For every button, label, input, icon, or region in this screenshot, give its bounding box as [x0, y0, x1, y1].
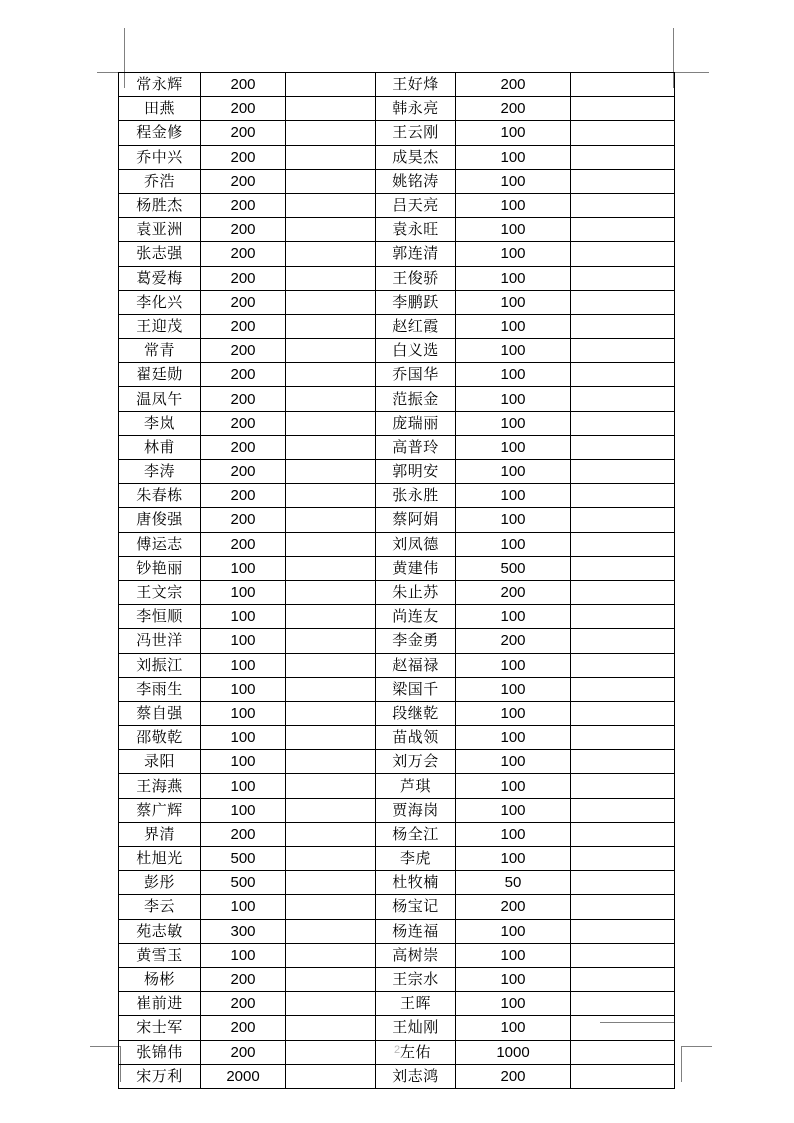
donor-note-left [286, 121, 376, 145]
donor-amount-right: 200 [456, 73, 571, 97]
donor-note-left [286, 460, 376, 484]
donor-amount-left: 200 [201, 484, 286, 508]
donor-note-left [286, 411, 376, 435]
donor-name-right: 王云刚 [376, 121, 456, 145]
donor-amount-left: 500 [201, 871, 286, 895]
donor-amount-left: 100 [201, 943, 286, 967]
donor-note-left [286, 629, 376, 653]
donor-name-right: 刘凤德 [376, 532, 456, 556]
table-row [119, 677, 675, 701]
donor-amount-right: 100 [456, 218, 571, 242]
donor-amount-left: 100 [201, 580, 286, 604]
donor-name-right: 段继乾 [376, 701, 456, 725]
donor-amount-left: 500 [201, 847, 286, 871]
donor-note-right [571, 73, 675, 97]
donor-name-left: 常青 [119, 339, 201, 363]
donor-note-right [571, 605, 675, 629]
donor-amount-right: 100 [456, 242, 571, 266]
donor-name-right: 刘万会 [376, 750, 456, 774]
donor-name-right: 王灿刚 [376, 1016, 456, 1040]
table-row [119, 822, 675, 846]
donor-name-right: 姚铭涛 [376, 169, 456, 193]
table-row [119, 653, 675, 677]
donor-name-left: 杜旭光 [119, 847, 201, 871]
donor-note-left [286, 242, 376, 266]
donor-note-left [286, 290, 376, 314]
donor-note-left [286, 919, 376, 943]
donor-table [118, 72, 675, 1089]
donor-note-right [571, 145, 675, 169]
donor-name-left: 黄雪玉 [119, 943, 201, 967]
donor-name-left: 杨彬 [119, 967, 201, 991]
donor-name-right: 芦琪 [376, 774, 456, 798]
donor-note-right [571, 97, 675, 121]
table-row [119, 339, 675, 363]
donor-name-left: 朱春栋 [119, 484, 201, 508]
donor-note-left [286, 822, 376, 846]
donor-note-left [286, 435, 376, 459]
donor-amount-left: 100 [201, 556, 286, 580]
donor-amount-right: 100 [456, 266, 571, 290]
donor-name-right: 李金勇 [376, 629, 456, 653]
donor-note-right [571, 895, 675, 919]
donor-name-left: 葛爱梅 [119, 266, 201, 290]
donor-name-left: 温凤午 [119, 387, 201, 411]
donor-name-right: 左佑 [376, 1040, 456, 1064]
donor-name-right: 张永胜 [376, 484, 456, 508]
donor-amount-right: 200 [456, 629, 571, 653]
donor-name-left: 邵敬乾 [119, 726, 201, 750]
donor-note-right [571, 532, 675, 556]
donor-note-right [571, 484, 675, 508]
donor-amount-right: 200 [456, 895, 571, 919]
donor-note-left [286, 580, 376, 604]
donor-amount-left: 200 [201, 508, 286, 532]
donor-amount-left: 200 [201, 435, 286, 459]
donor-name-left: 李雨生 [119, 677, 201, 701]
donor-note-left [286, 97, 376, 121]
donor-amount-right: 100 [456, 121, 571, 145]
donor-note-right [571, 750, 675, 774]
donor-note-left [286, 218, 376, 242]
donor-note-right [571, 701, 675, 725]
donor-name-left: 杨胜杰 [119, 193, 201, 217]
donor-name-left: 王文宗 [119, 580, 201, 604]
donor-amount-right: 100 [456, 701, 571, 725]
donor-amount-right: 100 [456, 919, 571, 943]
table-row [119, 774, 675, 798]
donor-amount-left: 100 [201, 677, 286, 701]
donor-note-left [286, 653, 376, 677]
donor-note-left [286, 532, 376, 556]
donor-note-left [286, 314, 376, 338]
donor-note-right [571, 193, 675, 217]
donor-amount-right: 1000 [456, 1040, 571, 1064]
donor-name-right: 尚连友 [376, 605, 456, 629]
donor-note-left [286, 895, 376, 919]
donor-note-right [571, 556, 675, 580]
donor-amount-right: 100 [456, 314, 571, 338]
donor-name-left: 李涛 [119, 460, 201, 484]
donor-amount-right: 100 [456, 774, 571, 798]
donor-note-left [286, 339, 376, 363]
donor-name-left: 翟廷勋 [119, 363, 201, 387]
table-row [119, 919, 675, 943]
donor-amount-right: 100 [456, 508, 571, 532]
donor-name-right: 韩永亮 [376, 97, 456, 121]
donor-name-right: 黄建伟 [376, 556, 456, 580]
donor-name-right: 蔡阿娟 [376, 508, 456, 532]
donor-amount-left: 100 [201, 629, 286, 653]
donor-amount-left: 100 [201, 726, 286, 750]
donor-note-left [286, 774, 376, 798]
donor-name-right: 梁国千 [376, 677, 456, 701]
donor-name-right: 范振金 [376, 387, 456, 411]
table-row [119, 1064, 675, 1088]
donor-note-right [571, 871, 675, 895]
table-row [119, 605, 675, 629]
donor-amount-left: 200 [201, 1040, 286, 1064]
donor-amount-right: 100 [456, 484, 571, 508]
donor-amount-left: 200 [201, 169, 286, 193]
donor-name-left: 崔前进 [119, 992, 201, 1016]
donor-name-left: 彭彤 [119, 871, 201, 895]
donor-note-left [286, 73, 376, 97]
table-row [119, 629, 675, 653]
donor-name-right: 吕天亮 [376, 193, 456, 217]
donor-amount-left: 200 [201, 1016, 286, 1040]
donor-note-right [571, 992, 675, 1016]
donor-note-right [571, 726, 675, 750]
donor-amount-right: 100 [456, 1016, 571, 1040]
donor-amount-right: 100 [456, 169, 571, 193]
page-number: 2 [393, 1044, 401, 1056]
donor-note-right [571, 460, 675, 484]
donor-amount-left: 200 [201, 992, 286, 1016]
donor-note-right [571, 919, 675, 943]
table-row [119, 411, 675, 435]
donor-note-right [571, 847, 675, 871]
donor-amount-right: 100 [456, 798, 571, 822]
donor-note-right [571, 411, 675, 435]
donor-amount-right: 100 [456, 193, 571, 217]
donor-amount-left: 200 [201, 967, 286, 991]
donor-amount-left: 100 [201, 750, 286, 774]
table-row [119, 387, 675, 411]
donor-name-right: 袁永旺 [376, 218, 456, 242]
donor-name-right: 白义选 [376, 339, 456, 363]
donor-name-right: 赵红霞 [376, 314, 456, 338]
donor-amount-right: 200 [456, 580, 571, 604]
donor-amount-left: 200 [201, 121, 286, 145]
donor-note-left [286, 556, 376, 580]
donor-amount-left: 100 [201, 701, 286, 725]
donor-amount-left: 200 [201, 532, 286, 556]
donor-note-left [286, 992, 376, 1016]
donor-name-left: 程金修 [119, 121, 201, 145]
donor-name-right: 王晖 [376, 992, 456, 1016]
table-row [119, 314, 675, 338]
donor-amount-right: 50 [456, 871, 571, 895]
donor-note-left [286, 363, 376, 387]
donor-amount-left: 200 [201, 339, 286, 363]
table-row [119, 992, 675, 1016]
donor-amount-left: 200 [201, 822, 286, 846]
donor-name-left: 乔浩 [119, 169, 201, 193]
table-row [119, 798, 675, 822]
donor-amount-right: 100 [456, 677, 571, 701]
donor-note-left [286, 871, 376, 895]
table-row [119, 726, 675, 750]
donor-note-right [571, 580, 675, 604]
table-row [119, 871, 675, 895]
donor-name-right: 赵福禄 [376, 653, 456, 677]
donor-note-left [286, 605, 376, 629]
donor-amount-left: 200 [201, 218, 286, 242]
donor-name-left: 李岚 [119, 411, 201, 435]
donor-name-right: 郭连清 [376, 242, 456, 266]
donor-amount-right: 100 [456, 822, 571, 846]
donor-note-left [286, 967, 376, 991]
donor-name-left: 苑志敏 [119, 919, 201, 943]
donor-amount-left: 100 [201, 653, 286, 677]
donor-note-left [286, 1016, 376, 1040]
donor-note-right [571, 435, 675, 459]
donor-note-right [571, 943, 675, 967]
donor-note-right [571, 967, 675, 991]
donor-note-right [571, 798, 675, 822]
donor-amount-left: 200 [201, 242, 286, 266]
donor-amount-right: 100 [456, 653, 571, 677]
donor-name-right: 王宗水 [376, 967, 456, 991]
donor-name-right: 乔国华 [376, 363, 456, 387]
donor-note-left [286, 484, 376, 508]
table-row [119, 435, 675, 459]
donor-name-right: 杨连福 [376, 919, 456, 943]
donor-amount-right: 100 [456, 605, 571, 629]
donor-name-right: 刘志鸿 [376, 1064, 456, 1088]
donor-name-right: 高普玲 [376, 435, 456, 459]
donor-name-right: 王好烽 [376, 73, 456, 97]
table-row [119, 1016, 675, 1040]
donor-name-left: 袁亚洲 [119, 218, 201, 242]
donor-amount-right: 100 [456, 363, 571, 387]
donor-amount-left: 200 [201, 97, 286, 121]
donor-name-left: 蔡广辉 [119, 798, 201, 822]
donor-name-left: 李云 [119, 895, 201, 919]
donor-note-right [571, 290, 675, 314]
donor-name-left: 张锦伟 [119, 1040, 201, 1064]
donor-amount-right: 100 [456, 847, 571, 871]
table-row [119, 508, 675, 532]
table-row [119, 701, 675, 725]
table-row [119, 145, 675, 169]
donor-name-right: 李鹏跃 [376, 290, 456, 314]
donor-name-right: 贾海岗 [376, 798, 456, 822]
donor-amount-right: 100 [456, 967, 571, 991]
donor-amount-right: 100 [456, 992, 571, 1016]
donor-amount-left: 100 [201, 798, 286, 822]
donor-amount-left: 200 [201, 145, 286, 169]
table-row [119, 847, 675, 871]
donor-note-left [286, 943, 376, 967]
donor-name-left: 李恒顺 [119, 605, 201, 629]
donor-note-right [571, 1064, 675, 1088]
donor-table-container [118, 72, 674, 1089]
donor-name-right: 庞瑞丽 [376, 411, 456, 435]
donor-note-left [286, 387, 376, 411]
donor-amount-left: 100 [201, 774, 286, 798]
donor-name-left: 宋士军 [119, 1016, 201, 1040]
donor-name-left: 李化兴 [119, 290, 201, 314]
donor-note-right [571, 629, 675, 653]
donor-name-right: 李虎 [376, 847, 456, 871]
donor-name-right: 杨全江 [376, 822, 456, 846]
donor-note-right [571, 387, 675, 411]
donor-name-right: 朱止苏 [376, 580, 456, 604]
donor-amount-right: 100 [456, 339, 571, 363]
table-row [119, 290, 675, 314]
donor-note-left [286, 701, 376, 725]
donor-name-left: 傅运志 [119, 532, 201, 556]
donor-amount-right: 100 [456, 750, 571, 774]
donor-note-right [571, 363, 675, 387]
donor-amount-left: 100 [201, 895, 286, 919]
donor-name-left: 蔡自强 [119, 701, 201, 725]
table-row [119, 121, 675, 145]
donor-name-left: 界清 [119, 822, 201, 846]
donor-name-right: 杨宝记 [376, 895, 456, 919]
donor-name-left: 张志强 [119, 242, 201, 266]
donor-amount-right: 100 [456, 145, 571, 169]
donor-amount-left: 200 [201, 314, 286, 338]
donor-note-left [286, 1064, 376, 1088]
table-row [119, 484, 675, 508]
table-row [119, 580, 675, 604]
donor-note-right [571, 266, 675, 290]
donor-note-right [571, 218, 675, 242]
table-row [119, 97, 675, 121]
donor-name-right: 杜牧楠 [376, 871, 456, 895]
donor-table-body [119, 73, 675, 1089]
crop-mark-horizontal-rule [673, 72, 709, 73]
donor-note-right [571, 822, 675, 846]
donor-amount-right: 200 [456, 97, 571, 121]
donor-amount-left: 200 [201, 460, 286, 484]
table-row [119, 73, 675, 97]
table-row [119, 242, 675, 266]
table-row [119, 556, 675, 580]
donor-amount-right: 100 [456, 726, 571, 750]
donor-amount-right: 100 [456, 290, 571, 314]
table-row [119, 895, 675, 919]
donor-note-right [571, 508, 675, 532]
table-row [119, 750, 675, 774]
donor-amount-right: 100 [456, 460, 571, 484]
donor-note-right [571, 314, 675, 338]
donor-name-left: 冯世洋 [119, 629, 201, 653]
donor-name-left: 乔中兴 [119, 145, 201, 169]
donor-name-right: 王俊骄 [376, 266, 456, 290]
donor-amount-left: 200 [201, 387, 286, 411]
donor-note-right [571, 169, 675, 193]
donor-note-left [286, 266, 376, 290]
donor-name-right: 郭明安 [376, 460, 456, 484]
table-row [119, 532, 675, 556]
donor-note-right [571, 653, 675, 677]
donor-name-left: 王迎茂 [119, 314, 201, 338]
donor-name-left: 林甫 [119, 435, 201, 459]
donor-amount-right: 100 [456, 435, 571, 459]
donor-name-left: 常永辉 [119, 73, 201, 97]
donor-note-right [571, 1016, 675, 1040]
donor-name-left: 王海燕 [119, 774, 201, 798]
donor-amount-left: 200 [201, 411, 286, 435]
donor-name-left: 田燕 [119, 97, 201, 121]
donor-name-left: 唐俊强 [119, 508, 201, 532]
donor-amount-right: 100 [456, 532, 571, 556]
donor-note-left [286, 798, 376, 822]
donor-amount-left: 2000 [201, 1064, 286, 1088]
donor-note-left [286, 169, 376, 193]
donor-name-left: 刘振江 [119, 653, 201, 677]
donor-amount-left: 200 [201, 266, 286, 290]
donor-note-left [286, 750, 376, 774]
donor-amount-left: 300 [201, 919, 286, 943]
donor-note-left [286, 677, 376, 701]
donor-note-right [571, 339, 675, 363]
donor-amount-left: 100 [201, 605, 286, 629]
donor-note-left [286, 145, 376, 169]
donor-note-right [571, 677, 675, 701]
table-row [119, 193, 675, 217]
table-row [119, 266, 675, 290]
donor-name-right: 苗战领 [376, 726, 456, 750]
donor-amount-right: 500 [456, 556, 571, 580]
donor-amount-left: 200 [201, 193, 286, 217]
table-row [119, 169, 675, 193]
donor-amount-left: 200 [201, 363, 286, 387]
table-row [119, 967, 675, 991]
donor-amount-left: 200 [201, 290, 286, 314]
donor-note-left [286, 726, 376, 750]
donor-amount-right: 200 [456, 1064, 571, 1088]
donor-amount-right: 100 [456, 943, 571, 967]
donor-name-right: 高树崇 [376, 943, 456, 967]
donor-name-right: 成昊杰 [376, 145, 456, 169]
donor-note-left [286, 193, 376, 217]
donor-note-left [286, 847, 376, 871]
table-row [119, 218, 675, 242]
donor-note-left [286, 508, 376, 532]
donor-note-right [571, 121, 675, 145]
table-row [119, 943, 675, 967]
donor-amount-right: 100 [456, 411, 571, 435]
donor-amount-right: 100 [456, 387, 571, 411]
donor-note-right [571, 242, 675, 266]
donor-name-left: 钞艳丽 [119, 556, 201, 580]
donor-name-left: 录阳 [119, 750, 201, 774]
donor-note-right [571, 774, 675, 798]
donor-name-left: 宋万利 [119, 1064, 201, 1088]
donor-amount-left: 200 [201, 73, 286, 97]
table-row [119, 460, 675, 484]
table-row [119, 363, 675, 387]
